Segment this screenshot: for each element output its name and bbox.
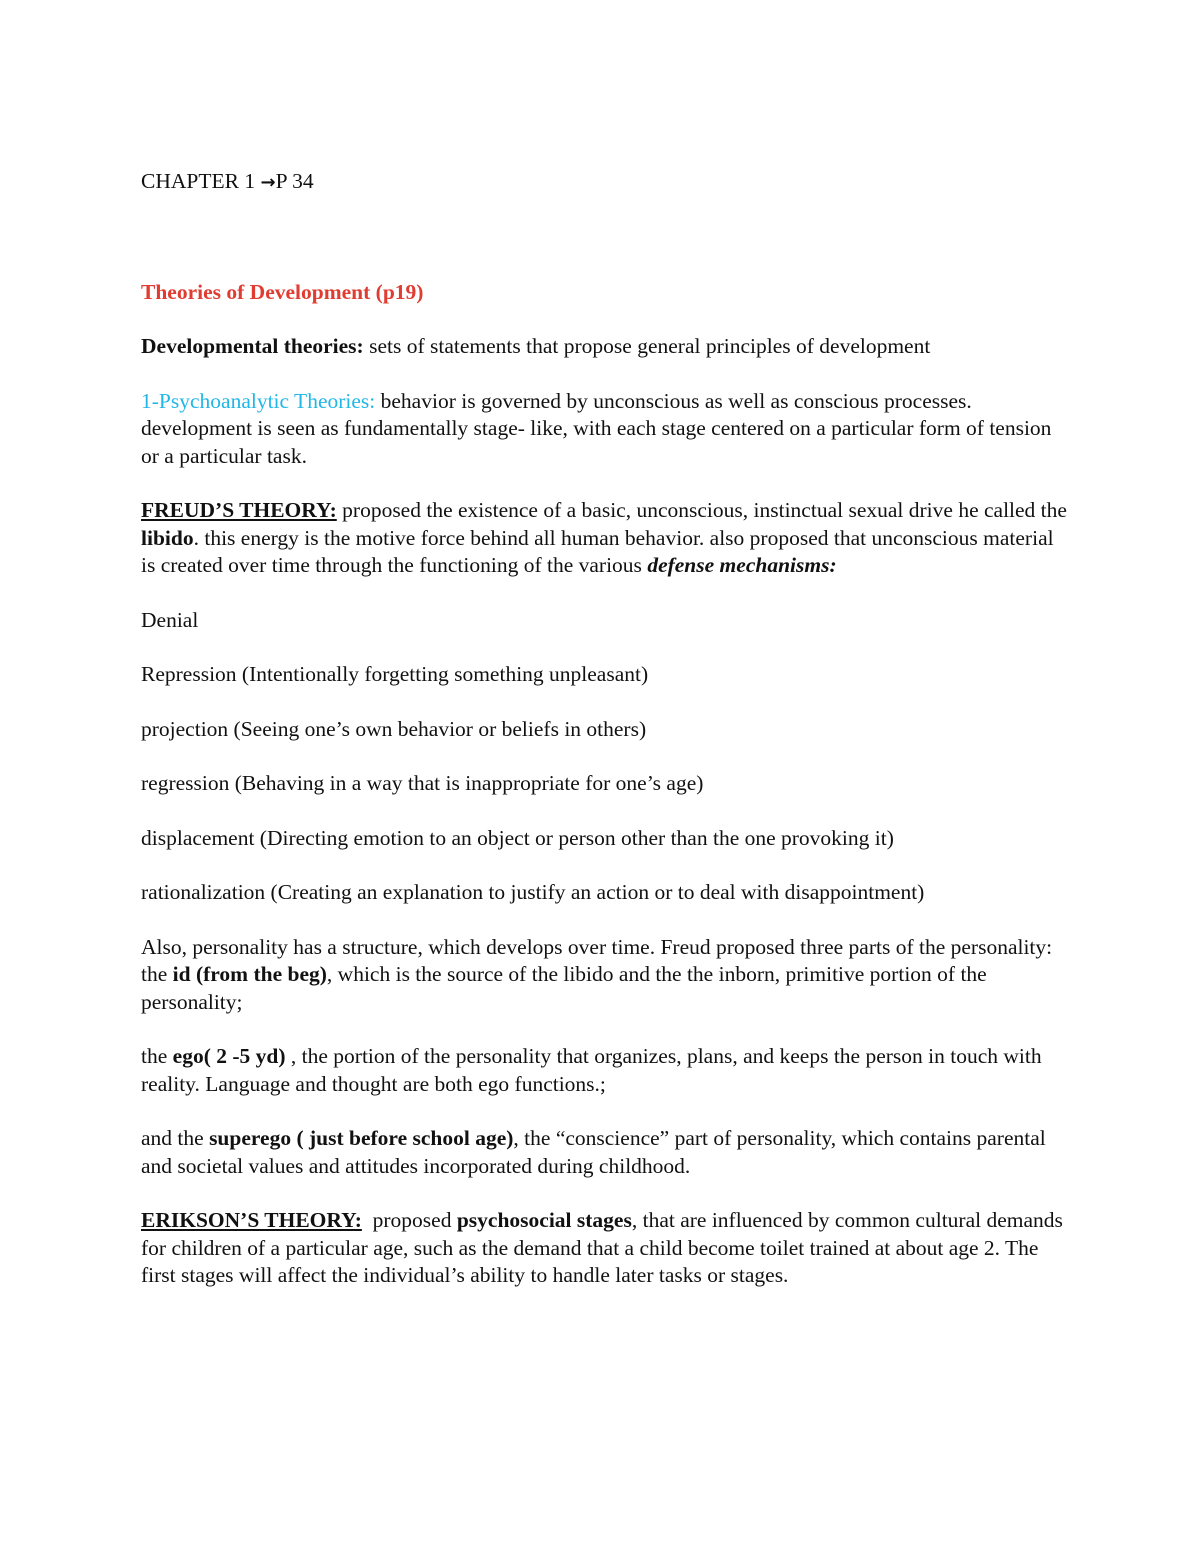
freud-term: FREUD’S THEORY: (141, 498, 337, 522)
dev-theories-text: sets of statements that propose general principles of development (363, 334, 931, 358)
superego-term: superego ( just before school age) (209, 1126, 514, 1150)
freud-text-1: proposed the existence of a basic, unconscious, instinctual sexual drive he called the (336, 498, 1067, 522)
ego-text-1: the (141, 1044, 173, 1068)
freud-paragraph (141, 497, 1071, 580)
freud-text-2: . this energy is the motive force behind all human behavior. also proposed that unconscious material is created over time through the functioning of the various (141, 525, 1054, 577)
freud-text-3: : (829, 553, 837, 577)
libido-term: libido (141, 525, 194, 550)
psychoanalytic-paragraph (141, 388, 1071, 471)
structure-paragraph (141, 934, 1071, 1017)
dev-theories-paragraph (141, 333, 1071, 361)
superego-text-2: , the “conscience” part of personality, which contains parental and societal values and attitudes incorporated during childhood. (141, 1126, 1046, 1178)
psychosocial-stages-term: psychosocial stages (456, 1208, 632, 1232)
mechanism-projection: projection (Seeing one’s own behavior or beliefs in others) (141, 716, 647, 741)
ego-term: ego( 2 -5 yd) (172, 1044, 286, 1068)
dev-theories-term: Developmental theories: (141, 334, 364, 358)
structure-text-1: Also, personality has a structure, which develops over time. Freud proposed three parts of the personality: the (141, 934, 1053, 986)
superego-paragraph (141, 1125, 1071, 1180)
section-heading: Theories of Development (p19) (141, 279, 424, 304)
erikson-text-2: , that are influenced by common cultural demands for children of a particular age, such as the demand that a child become toilet trained at about age 2. The first stages will affect the individual’s ability to handle later tasks or stages. (141, 1208, 1063, 1287)
arrow-right-icon: → (260, 172, 276, 193)
document-page (141, 168, 1071, 1290)
ego-text-2: , the portion of the personality that organizes, plans, and keeps the person in touch with reality. Language and thought are both ego functions.; (141, 1044, 1042, 1096)
chapter-label (141, 168, 1071, 197)
erikson-text-1: proposed (361, 1208, 457, 1232)
chapter-text: CHAPTER 1 (141, 169, 261, 193)
defense-mechanisms-term: defense mechanisms (647, 553, 830, 577)
id-term: id (from the beg) (172, 962, 327, 986)
structure-text-2: , which is the source of the libido and the the inborn, primitive portion of the personality; (141, 962, 987, 1014)
mechanism-repression: Repression (Intentionally forgetting something unpleasant) (141, 662, 649, 686)
psychoanalytic-text: behavior is governed by unconscious as well as conscious processes. development is seen as fundamentally stage- like, with each stage centered on a particular form of tension or a particular task. (141, 388, 1052, 468)
mechanism-denial: Denial (141, 607, 199, 632)
psychoanalytic-term: 1-Psychoanalytic Theories: (141, 388, 376, 413)
chapter-page-ref: P 34 (275, 169, 314, 193)
superego-text-1: and the (141, 1126, 210, 1150)
mechanism-regression: regression (Behaving in a way that is inappropriate for one’s age) (141, 771, 704, 795)
erikson-term: ERIKSON’S THEORY: (141, 1208, 362, 1232)
ego-paragraph (141, 1043, 1071, 1098)
erikson-paragraph (141, 1207, 1071, 1290)
mechanism-displacement: displacement (Directing emotion to an object or person other than the one provoking it) (141, 825, 894, 850)
mechanism-rationalization: rationalization (Creating an explanation to justify an action or to deal with disappointment) (141, 880, 925, 904)
